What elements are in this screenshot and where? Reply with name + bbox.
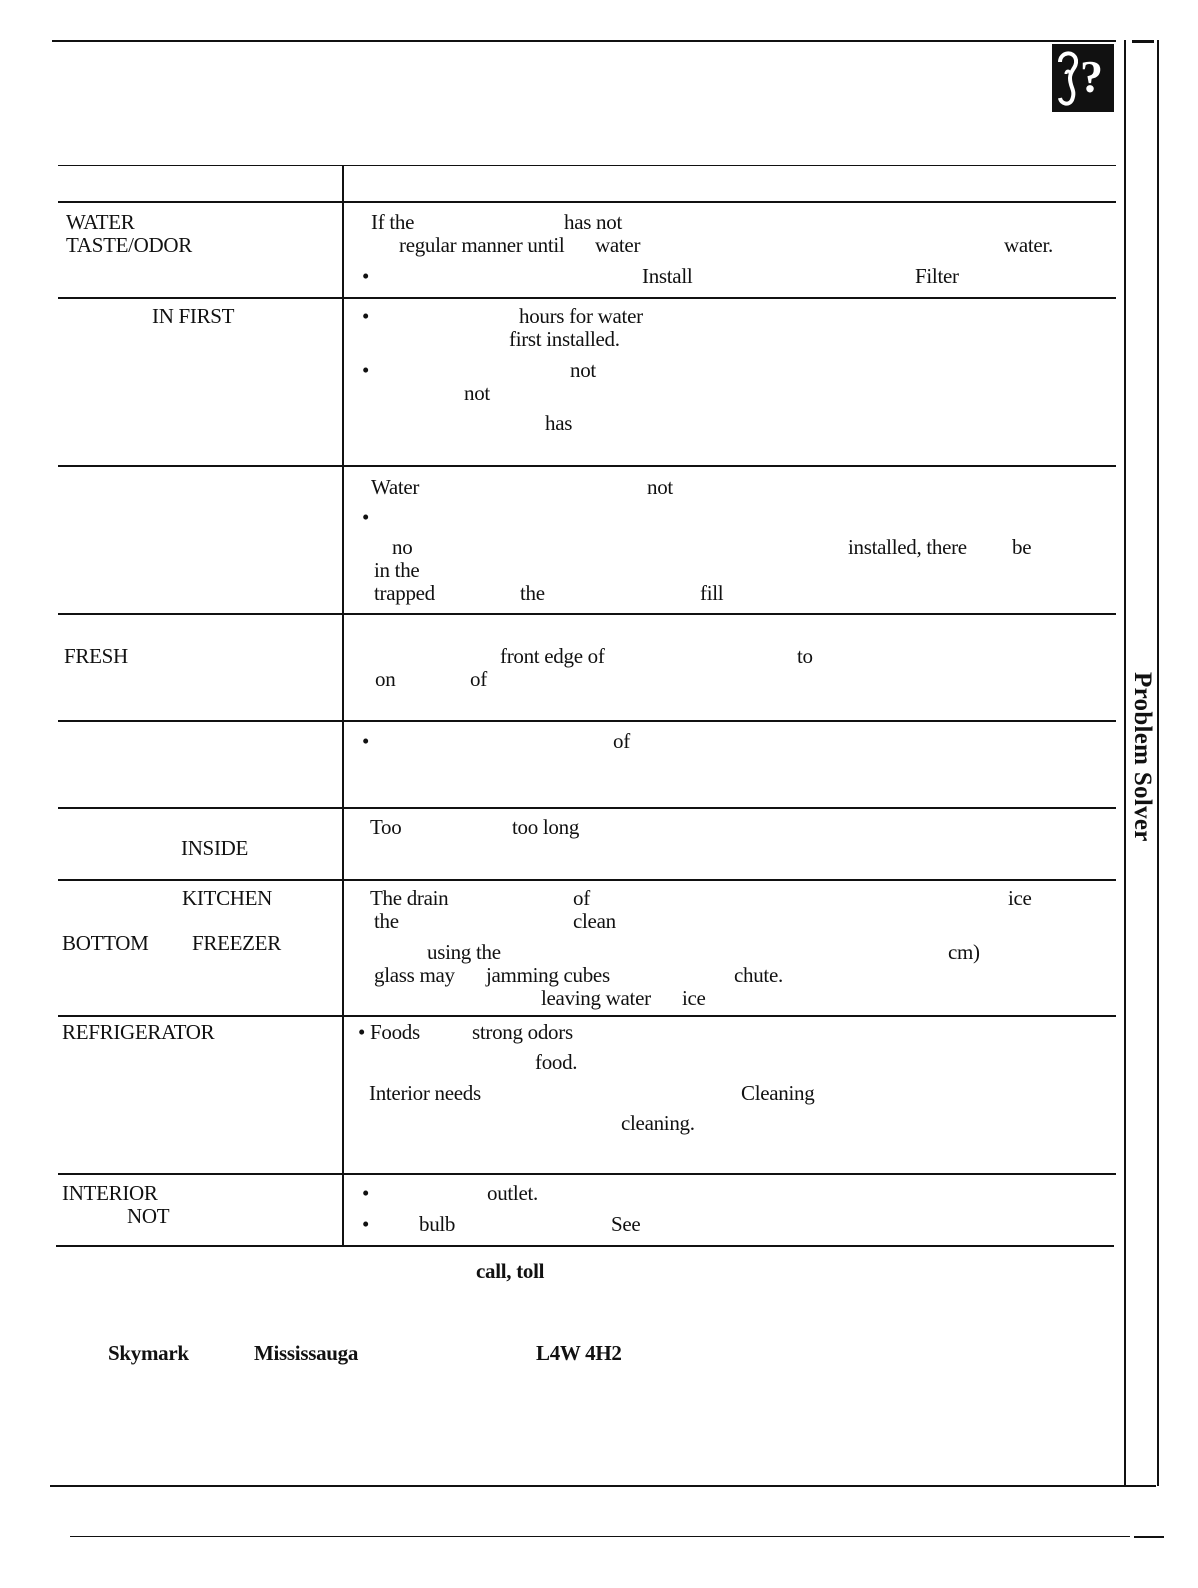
cause-text: hours for water	[519, 304, 643, 328]
cause-text: Filter	[915, 264, 959, 288]
table-row-divider	[58, 720, 1116, 722]
cause-text: not	[647, 475, 673, 499]
footer-address-street: Skymark	[108, 1341, 189, 1365]
cause-text: the	[374, 909, 399, 933]
cause-text: food.	[535, 1050, 578, 1074]
cause-text: installed, there	[848, 535, 967, 559]
cause-text: cleaning.	[621, 1111, 695, 1135]
table-row-divider	[58, 1015, 1116, 1017]
cause-text: not	[570, 358, 596, 382]
table-row-divider	[58, 613, 1116, 615]
side-label	[1128, 672, 1158, 862]
cause-text: first installed.	[509, 327, 620, 351]
problem-label: IN FIRST	[152, 304, 235, 328]
bullet: •	[362, 264, 370, 288]
table-row-divider	[58, 879, 1116, 881]
cause-text: See	[611, 1212, 641, 1236]
svg-text:?: ?	[1080, 51, 1103, 102]
cause-text: front edge of	[500, 644, 605, 668]
cause-text: regular manner until	[399, 233, 565, 257]
table-row-divider	[58, 807, 1116, 809]
problem-label: FREEZER	[192, 931, 281, 955]
cause-text: chute.	[734, 963, 783, 987]
cause-text: Install	[642, 264, 693, 288]
cause-text: has not	[564, 210, 622, 234]
problem-label: INSIDE	[181, 836, 249, 860]
bottom-rule	[50, 1485, 1156, 1487]
cause-text: Interior needs	[369, 1081, 481, 1105]
problem-label: FRESH	[64, 644, 128, 668]
problem-label: REFRIGERATOR	[62, 1020, 215, 1044]
bullet: •	[362, 1212, 370, 1236]
cause-text: has	[545, 411, 573, 435]
top-rule-tick	[1132, 40, 1154, 43]
cause-text: using the	[427, 940, 501, 964]
table-header-top	[58, 165, 1116, 166]
problem-label: TASTE/ODOR	[66, 233, 192, 257]
cause-text: • Foods	[358, 1020, 420, 1044]
page-foot-tick	[1134, 1536, 1164, 1538]
cause-text: ice	[1008, 886, 1032, 910]
top-rule	[52, 40, 1116, 42]
table-row-divider	[58, 465, 1116, 467]
cause-text: water.	[1004, 233, 1053, 257]
cause-text: in the	[374, 558, 420, 582]
side-label-text: Problem Solver	[1129, 672, 1156, 842]
cause-text: If the	[371, 210, 415, 234]
page-foot-rule	[70, 1536, 1130, 1537]
bullet: •	[362, 505, 370, 529]
footer-address-city: Mississauga	[254, 1341, 359, 1365]
table-row-divider	[58, 1173, 1116, 1175]
cause-text: glass may	[374, 963, 455, 987]
column-divider	[342, 165, 344, 1247]
table-bottom-rule	[56, 1245, 1114, 1247]
problem-label: NOT	[127, 1204, 170, 1228]
cause-text: outlet.	[487, 1181, 538, 1205]
question-ear-icon	[1052, 44, 1114, 112]
cause-text: cm)	[948, 940, 980, 964]
problem-label: WATER	[66, 210, 135, 234]
table-header-bottom	[58, 201, 1116, 203]
cause-text: no	[392, 535, 413, 559]
bullet: •	[362, 358, 370, 382]
cause-text: of	[613, 729, 630, 753]
cause-text: ice	[682, 986, 706, 1010]
footer-postal-code: L4W 4H2	[536, 1341, 622, 1365]
cause-text: water	[595, 233, 641, 257]
cause-text: The drain	[370, 886, 449, 910]
table-row-divider	[58, 297, 1116, 299]
bullet: •	[362, 1181, 370, 1205]
cause-text: fill	[700, 581, 724, 605]
cause-text: to	[797, 644, 813, 668]
cause-text: leaving water	[541, 986, 651, 1010]
cause-text: Too	[370, 815, 402, 839]
problem-label: INTERIOR	[62, 1181, 158, 1205]
right-border-inner	[1124, 40, 1126, 1486]
problem-label: KITCHEN	[182, 886, 273, 910]
cause-text: trapped	[374, 581, 435, 605]
bullet: •	[362, 304, 370, 328]
footer-call-text: call, toll	[476, 1259, 545, 1283]
cause-text: too long	[512, 815, 580, 839]
cause-text: clean	[573, 909, 616, 933]
cause-text: Water	[371, 475, 420, 499]
cause-text: of	[470, 667, 487, 691]
bullet: •	[362, 729, 370, 753]
cause-text: not	[464, 381, 490, 405]
cause-text: be	[1012, 535, 1032, 559]
cause-text: strong odors	[472, 1020, 573, 1044]
cause-text: bulb	[419, 1212, 456, 1236]
cause-text: jamming cubes	[486, 963, 610, 987]
cause-text: Cleaning	[741, 1081, 815, 1105]
cause-text: of	[573, 886, 590, 910]
cause-text: the	[520, 581, 545, 605]
cause-text: on	[375, 667, 396, 691]
problem-label: BOTTOM	[62, 931, 149, 955]
